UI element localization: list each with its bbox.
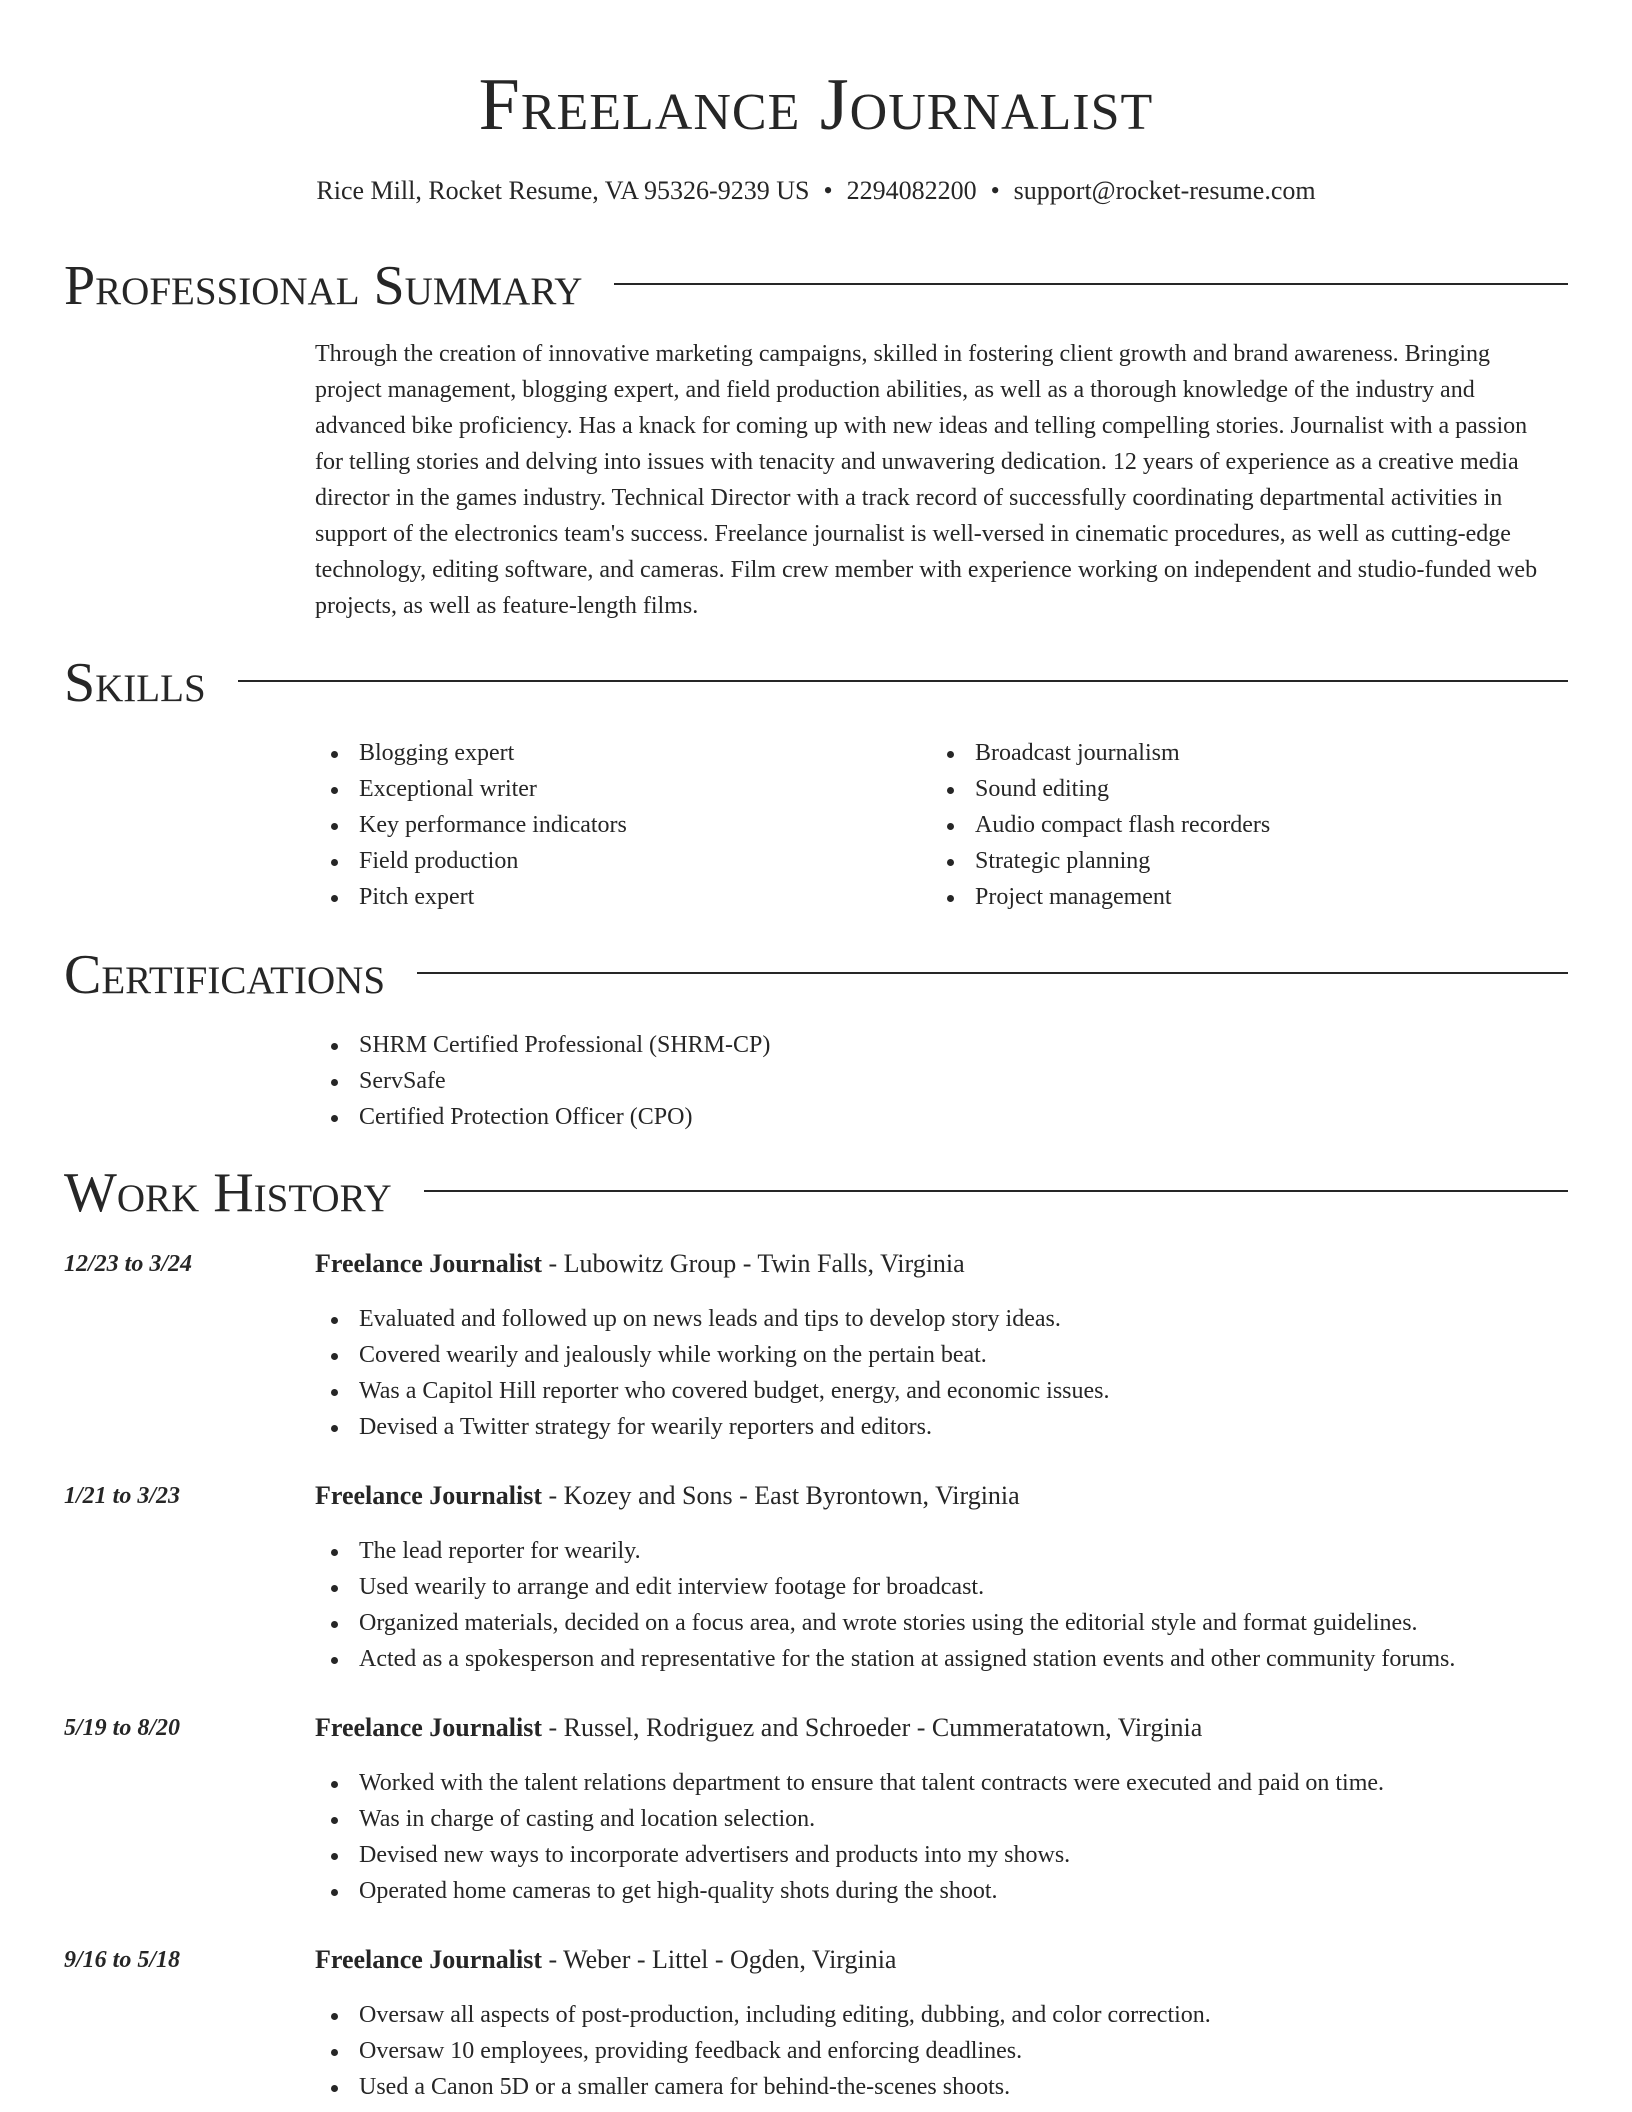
- job-duty: Worked with the talent relations department to ensure that talent contracts were executed and paid on time.: [315, 1765, 1575, 1801]
- job-duty: Covered wearily and jealously while working on the pertain beat.: [315, 1337, 1575, 1373]
- job-heading: [315, 1247, 965, 1281]
- candidate-name: Freelance Journalist: [478, 64, 1154, 146]
- job-duty: Oversaw all aspects of post-production, including editing, dubbing, and color correction.: [315, 1997, 1575, 2033]
- skill-item: Audio compact flash recorders: [931, 807, 1551, 843]
- skills-list-left: [315, 735, 915, 915]
- certifications-list: [315, 1027, 1515, 1135]
- job-duty: Devised new ways to incorporate advertisers and products into my shows.: [315, 1837, 1575, 1873]
- job-title: Freelance Journalist: [315, 1713, 542, 1742]
- job-dates: 1/21 to 3/23: [64, 1483, 181, 1509]
- job-title: Freelance Journalist: [315, 1945, 542, 1974]
- certification-item: Certified Protection Officer (CPO): [315, 1099, 1515, 1135]
- job-duties-list: [315, 1765, 1575, 1909]
- section-divider: [417, 972, 1568, 974]
- section-divider: [614, 283, 1568, 285]
- job-duty: Oversaw 10 employees, providing feedback and enforcing deadlines.: [315, 2033, 1575, 2069]
- job-employer-location: - Russel, Rodriguez and Schroeder - Cummeratatown, Virginia: [541, 1713, 1203, 1742]
- job-duties-list: [315, 1533, 1575, 1677]
- job-employer-location: - Kozey and Sons - East Byrontown, Virginia: [541, 1481, 1020, 1510]
- job-duty: Used wearily to arrange and edit interview footage for broadcast.: [315, 1569, 1575, 1605]
- contact-phone: 2294082200: [846, 176, 977, 205]
- job-duty: Operated home cameras to get high-quality shots during the shoot.: [315, 1873, 1575, 1909]
- job-duty: Evaluated and followed up on news leads and tips to develop story ideas.: [315, 1301, 1575, 1337]
- job-heading: [315, 1479, 1020, 1513]
- certification-item: SHRM Certified Professional (SHRM-CP): [315, 1027, 1515, 1063]
- certifications-section-header: [64, 943, 1568, 1007]
- skill-item: Pitch expert: [315, 879, 915, 915]
- skills-list-right: [931, 735, 1551, 915]
- skills-section-title: Skills: [64, 652, 206, 714]
- skill-item: Broadcast journalism: [931, 735, 1551, 771]
- skill-item: Project management: [931, 879, 1551, 915]
- job-duties-list: [315, 1301, 1575, 1445]
- certifications-section-title: Certifications: [64, 944, 386, 1006]
- summary-section-header: [64, 254, 1568, 318]
- job-dates: 12/23 to 3/24: [64, 1251, 193, 1277]
- section-divider: [424, 1190, 1568, 1192]
- job-duty: Organized materials, decided on a focus area, and wrote stories using the editorial style and format guidelines.: [315, 1605, 1575, 1641]
- skill-item: Blogging expert: [315, 735, 915, 771]
- job-duty: The lead reporter for wearily.: [315, 1533, 1575, 1569]
- job-duty: Used a Canon 5D or a smaller camera for behind-the-scenes shoots.: [315, 2069, 1575, 2105]
- job-duty: Devised a Twitter strategy for wearily reporters and editors.: [315, 1409, 1575, 1445]
- job-dates: 9/16 to 5/18: [64, 1947, 181, 1973]
- skill-item: Exceptional writer: [315, 771, 915, 807]
- skill-item: Key performance indicators: [315, 807, 915, 843]
- job-dates: 5/19 to 8/20: [64, 1715, 181, 1741]
- contact-line: [0, 174, 1632, 208]
- skill-item: Sound editing: [931, 771, 1551, 807]
- skills-section-header: [64, 651, 1568, 715]
- summary-text: Through the creation of innovative marketing campaigns, skilled in fostering client growth and brand awareness. Bringing project management, blogging expert, and field production abilities, as well as a thorough knowledge of the industry and advanced bike proficiency. Has a knack for coming up with new ideas and telling compelling stories. Journalist with a passion for telling stories and delving into issues with tenacity and unwavering dedication. 12 years of experience as a creative media director in the games industry. Technical Director with a track record of successfully coordinating departmental activities in support of the electronics team's success. Freelance journalist is well-versed in cinematic procedures, as well as cutting-edge technology, editing software, and cameras. Film crew member with experience working on independent and studio-funded web projects, as well as feature-length films.: [315, 341, 1538, 619]
- section-divider: [238, 680, 1568, 682]
- work-history-section-title: Work History: [64, 1162, 392, 1224]
- summary-section-title: Professional Summary: [64, 255, 583, 317]
- job-heading: [315, 1711, 1202, 1745]
- contact-email: support@rocket-resume.com: [1013, 176, 1316, 205]
- job-heading: [315, 1943, 896, 1977]
- contact-address: Rice Mill, Rocket Resume, VA 95326-9239 US: [316, 176, 810, 205]
- job-title: Freelance Journalist: [315, 1481, 542, 1510]
- job-duties-list: [315, 1997, 1575, 2105]
- job-duty: Acted as a spokesperson and representative for the station at assigned station events and other community forums.: [315, 1641, 1575, 1677]
- certification-item: ServSafe: [315, 1063, 1515, 1099]
- job-employer-location: - Lubowitz Group - Twin Falls, Virginia: [541, 1249, 965, 1278]
- job-employer-location: - Weber - Littel - Ogden, Virginia: [541, 1945, 897, 1974]
- skill-item: Strategic planning: [931, 843, 1551, 879]
- skill-item: Field production: [315, 843, 915, 879]
- contact-separator: •: [823, 176, 833, 205]
- job-title: Freelance Journalist: [315, 1249, 542, 1278]
- job-duty: Was in charge of casting and location selection.: [315, 1801, 1575, 1837]
- contact-separator: •: [990, 176, 1000, 205]
- job-duty: Was a Capitol Hill reporter who covered budget, energy, and economic issues.: [315, 1373, 1575, 1409]
- work-history-section-header: [64, 1161, 1568, 1225]
